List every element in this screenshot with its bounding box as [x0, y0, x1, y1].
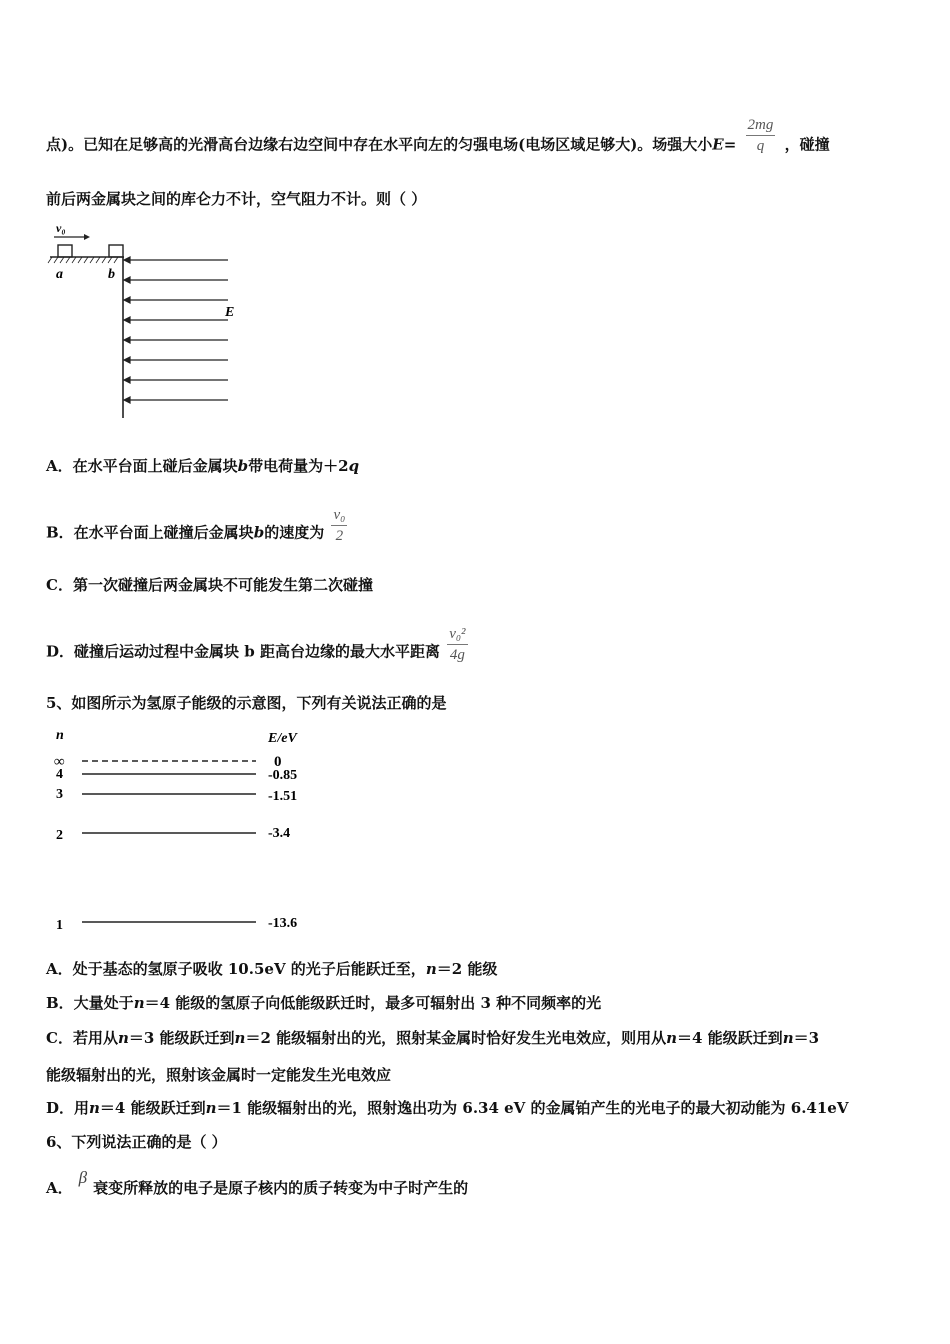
level-e-4: -0.85 — [268, 768, 298, 783]
q5-option-c: C．若用从n＝3 能级跃迁到n＝2 能级辐射出的光，照射某金属时恰好发生光电效应，则用从n＝4 能级跃迁到n＝3 — [46, 1029, 820, 1047]
q4-line2: 前后两金属块之间的库仑力不计，空气阻力不计。则（ ） — [46, 190, 427, 208]
q4-option-b: B．在水平台面上碰撞后金属块b的速度为 $\frac{\text{v₀}}{2}$ — [46, 507, 346, 544]
q5-title: 5、如图所示为氢原子能级的示意图，下列有关说法正确的是 — [46, 694, 447, 712]
q5-option-c-line2: 能级辐射出的光，照射该金属时一定能发生光电效应 — [46, 1066, 392, 1084]
q4-e-eq: E= — [712, 135, 737, 154]
level-n-2: 2 — [56, 828, 63, 843]
level-e-inf: 0 — [274, 754, 282, 770]
level-e-3: -1.51 — [268, 789, 298, 804]
n-header: n — [56, 728, 64, 743]
b-label: b — [108, 267, 115, 282]
energy-level-diagram — [46, 724, 316, 939]
level-n-3: 3 — [56, 787, 63, 802]
block-b — [109, 245, 123, 257]
level-e-1: -13.6 — [268, 916, 298, 931]
block-a — [58, 245, 72, 257]
q4-option-c: C．第一次碰撞后两金属块不可能发生第二次碰撞 — [46, 576, 373, 594]
level-n-4: 4 — [56, 767, 63, 782]
q6-option-a: A．β衰变所释放的电子是原子核内的质子转变为中子时产生的 — [46, 1168, 469, 1197]
q4-frac-den: q — [756, 138, 765, 154]
v0-label: v₀ — [56, 221, 66, 235]
a-label: a — [56, 267, 63, 282]
field-lines — [124, 257, 228, 403]
q4-field-figure — [46, 220, 246, 425]
q6-title: 6、下列说法正确的是（ ） — [46, 1133, 227, 1151]
q5-option-a: A．处于基态的氢原子吸收 10.5eV 的光子后能跃迁至，n＝2 能级 — [46, 960, 498, 978]
q4-optb-fraction: $\frac{\text{v₀}}{2}$ — [333, 507, 346, 544]
q4-line1-end: ，碰撞 — [784, 135, 830, 154]
q4-line1 — [46, 117, 830, 164]
q5-option-b: B．大量处于n＝4 能级的氢原子向低能级跃迁时，最多可辐射出 3 种不同频率的光 — [46, 994, 602, 1012]
beta-symbol: β — [78, 1168, 88, 1187]
q4-field-fraction — [746, 117, 776, 154]
level-n-inf: ∞ — [54, 754, 65, 770]
q4-optd-fraction: $\frac{\text{v₀²}}{4g}$ — [449, 626, 466, 663]
level-e-2: -3.4 — [268, 826, 291, 841]
level-n-1: 1 — [56, 918, 63, 933]
E-label: E — [225, 305, 235, 320]
q4-option-d: D．碰撞后运动过程中金属块 b 距高台边缘的最大水平距离 $\frac{\text{v₀²}}{4g}$ — [46, 626, 466, 663]
q5-option-d: D．用n＝4 能级跃迁到n＝1 能级辐射出的光，照射逸出功为 6.34 eV 的金属铂产生的光电子的最大初动能为 6.41eV — [46, 1099, 849, 1117]
q4-frac-num: 2mg — [747, 117, 774, 133]
q4-line1-text: 点)。已知在足够高的光滑高台边缘右边空间中存在水平向左的匀强电场(电场区域足够大)。场强大小 — [46, 135, 713, 154]
q4-option-a: A．在水平台面上碰后金属块b带电荷量为＋2q — [46, 457, 360, 475]
e-header: E/eV — [268, 731, 297, 746]
